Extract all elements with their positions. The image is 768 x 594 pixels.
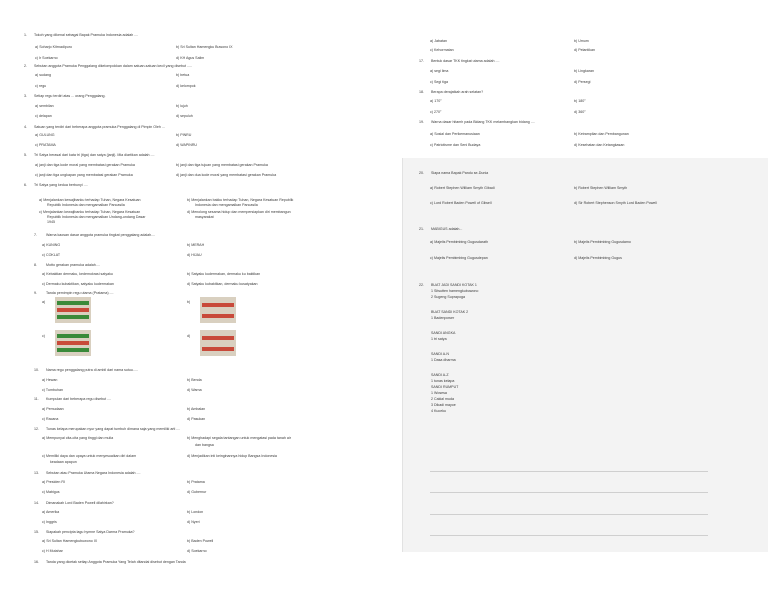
badge-stripe — [202, 303, 234, 307]
question-text: Tanda pemimpin regu utama (Pratama) .... — [46, 291, 114, 295]
option-b: b) Lingkaran — [574, 69, 594, 73]
cipher-line: 2 Sugeng Suprapoga — [431, 295, 465, 299]
option-d: d) Menjadikan inti keinginannya hidup Bangsa Indonesia — [187, 454, 277, 458]
question-number: 5. — [24, 153, 27, 157]
cipher-line: 1 tri satya — [431, 337, 447, 341]
option-c: c) — [42, 334, 45, 338]
option-c-cont: Republik Indonesia dan mengamalkan Undang-undang Dasar — [47, 215, 146, 219]
question-number: 1. — [24, 33, 27, 37]
option-d: d) janji dan dua kode moral yang membatasi gerakan Pramuka — [176, 173, 277, 177]
rank-badge-image — [55, 330, 91, 356]
question-number: 3. — [24, 94, 27, 98]
option-a: a) sembilan — [35, 104, 54, 108]
answer-line — [430, 492, 708, 493]
cipher-line: 1 Sitsutten hamengkubuwono — [431, 289, 479, 293]
option-a: a) Soharjo Kitrnadipuro — [35, 45, 72, 49]
question-text: Motto gerakan pramuka adalah.... — [46, 263, 100, 267]
option-c: c) Tumbuhan — [42, 388, 63, 392]
question-text: Kumpulan dari beberapa regu disebut .... — [46, 397, 112, 401]
option-a: a) GULUNG — [35, 133, 55, 137]
option-d: d) Pelantikan — [574, 48, 595, 52]
option-c: c) Dermaku kubaktikan, satyaku kudermakan — [42, 282, 114, 286]
question-number: 14. — [34, 501, 39, 505]
option-a: a) Sosial dan Perikemanusiaan — [430, 132, 480, 136]
badge-stripe — [57, 308, 89, 312]
question-text: Satuan yang terdiri dari beberapa anggota pramuka Penggalang di Pimpin Oleh ... — [34, 125, 165, 129]
option-c: c) Patriotisme dan Seni Budaya — [430, 143, 481, 147]
question-number: 21. — [419, 227, 424, 231]
option-a: a) Mempunyai cita-cita yang tinggi dan mulia — [42, 436, 114, 440]
option-b-cont: dan bangsa — [195, 443, 214, 447]
option-c: c) Kehormatan — [430, 48, 454, 52]
option-b: b) Pratama — [187, 480, 205, 484]
question-number: 7. — [34, 233, 37, 237]
question-text: Siapakah pencipta lagu hymne Satya Darma Pramuka? — [46, 530, 135, 534]
option-c: c) regu — [35, 84, 47, 88]
option-c: c) Racana — [42, 417, 59, 421]
question-text: Nama regu penggalang putra di ambil dari nama sutuu..... — [46, 368, 138, 372]
option-d: d) WAPINRU — [176, 143, 198, 147]
option-d: d) Persegi — [574, 80, 591, 84]
option-b: b) janji dan tiga tujuan yang membatasi gerakan Pramuka — [176, 163, 268, 167]
option-d: d) Menolong sesama hidup dan mempersiapkan diri membangun — [187, 210, 291, 214]
question-text: Tunas kelapa merupakan nyur yang dapat tumbuh dimana saja yang memiliki arti .... — [46, 427, 181, 431]
cipher-line: 1 tunas kelapa — [431, 379, 455, 383]
option-d: d) HIJAU — [187, 253, 202, 257]
option-a: a) KUNING — [42, 243, 61, 247]
option-d: d) 360° — [574, 110, 586, 114]
option-b: b) betua — [176, 73, 190, 77]
option-d: d) Gubernur — [187, 490, 207, 494]
question-number: 10. — [34, 368, 39, 372]
option-c: c) Lord Robert Baden Powell of Gilwell — [430, 201, 492, 205]
rank-badge-image — [200, 330, 236, 356]
question-text: Siapa nama Bapak Pandu se-Dunia — [431, 171, 489, 175]
rank-badge-image — [55, 297, 91, 323]
option-c: c) H Mutahar — [42, 549, 63, 553]
option-c: c) Menjalankan kewajibanku terhadap Tuhan, Negara Kesatuan — [39, 210, 141, 214]
option-b: b) PINRU — [176, 133, 192, 137]
answer-line — [430, 535, 708, 536]
option-b: b) Sri Sultan Hamengku Buwono IX — [176, 45, 233, 49]
badge-stripe — [57, 341, 89, 345]
question-number: 9. — [34, 291, 37, 295]
option-b: b) Baden Powell — [187, 539, 214, 543]
question-text: Setiap regu terdiri atas ... orang Penggalang. — [34, 94, 106, 98]
question-text: Dimanakah Lord Baden Powell dilahirkan? — [46, 501, 114, 505]
option-c: c) delapan — [35, 114, 52, 118]
option-c: c) PRATAMA — [35, 143, 56, 147]
option-c: c) Majelis Pembimbing Gugusdepan — [430, 256, 488, 260]
question-number: 16. — [34, 560, 39, 564]
option-a-cont: Republik Indonesia dan mengamalkan Pancasila — [47, 203, 125, 207]
option-d-cont: masyarakat — [195, 215, 214, 219]
option-b: b) Menghadapi segala tantangan untuk mengatasi pada tanah air — [187, 436, 291, 440]
option-b: b) lujuh — [176, 104, 188, 108]
option-a: a) Robert Stephen William Smyth Gibadi — [430, 186, 495, 190]
badge-stripe — [57, 348, 89, 352]
badge-stripe — [202, 336, 234, 340]
option-c: c) Memiliki daya dan upaya untuk menyesuaikan diri dalam — [42, 454, 137, 458]
option-a: a) sudang — [35, 73, 51, 77]
option-a: a) Kebaktian dermaku, kedemokrasi satyaku — [42, 272, 113, 276]
option-b: b) London — [187, 510, 204, 514]
option-a: a) — [42, 300, 46, 304]
option-d: d) Satyaku kubaktikan, dermaku kusatyakan — [187, 282, 258, 286]
option-b: b) — [187, 300, 191, 304]
question-number: 13. — [34, 471, 39, 475]
cipher-line: 3 Dikadi mayoe — [431, 403, 456, 407]
option-d: d) sepuluh — [176, 114, 193, 118]
option-c: c) COKLAT — [42, 253, 61, 257]
option-a: a) janji dan tiga kode moral yang membatasi gerakan Pramuka — [35, 163, 135, 167]
option-c: c) Ir Soekarno — [35, 56, 58, 60]
question-number: 20. — [419, 171, 424, 175]
option-c-cont: 1945 — [47, 220, 55, 224]
option-b: b) 180° — [574, 99, 586, 103]
option-d: d) Majelis Pembimbing Gugus — [574, 256, 622, 260]
option-c-cont: keadaan apapun — [50, 460, 77, 464]
question-text: Tokoh yang dikenal sebagai Bapak Pramuka Indonesia adalah .... — [34, 33, 139, 37]
option-d: d) Sir Robert Stephenson Smyth Lord Baden Powell — [574, 201, 657, 205]
option-b: b) Ambalan — [187, 407, 206, 411]
cipher-line: 1 Badenpower — [431, 316, 455, 320]
cipher-line: 1 Dasa dharma — [431, 358, 456, 362]
question-text: Tri Satya berasal dari kata tri (tiga) dan satya (janji). Mia diartikan adalah .... — [34, 153, 155, 157]
answer-line — [430, 514, 708, 515]
question-text: Tri Satya yang kedua berbunyi .... — [34, 183, 88, 187]
option-d: d) — [187, 334, 191, 338]
cipher-heading: SANDI A-N — [431, 352, 449, 356]
cipher-heading: SANDI RUMPUT — [431, 385, 459, 389]
option-c: c) Segi tiga — [430, 80, 448, 84]
option-d: d) KH Agus Salim — [176, 56, 205, 60]
badge-stripe — [202, 314, 234, 318]
question-number: 11. — [34, 397, 39, 401]
question-number: 22. — [419, 283, 424, 287]
option-b: b) Menjalankan bakku terhadap Tuhan, Negara Kesatuan Republik — [187, 198, 294, 202]
question-number: 4. — [24, 125, 27, 129]
option-a: a) segi lima — [430, 69, 449, 73]
question-text: Tanda yang dicetak setiap Anggota Pramuka Yang Telah ditandai disebut dengan Tanda — [46, 560, 186, 564]
option-b: b) Benda — [187, 378, 202, 382]
option-c: c) janji dan tiga ungkapan yang membatasi gerakan Pramuka — [35, 173, 133, 177]
badge-stripe — [57, 315, 89, 319]
option-a: a) Pemudaan — [42, 407, 64, 411]
question-number: 2. — [24, 64, 27, 68]
option-d: d) kelompok — [176, 84, 196, 88]
option-a: a) Menjalankan kewajibanku terhadap Tuhan, Negara Kesatuan — [39, 198, 141, 202]
option-b: b) MERAH — [187, 243, 205, 247]
question-text: Sebutan anggota Pramuka Penggalang dikelompokkan dalam satuan-satuan kecil yang disebut ..... — [34, 64, 193, 68]
question-text: Berapa derajatkah arah selatan? — [431, 90, 484, 94]
option-c: c) Mabigus — [42, 490, 60, 494]
cipher-line: 1 Wosesa — [431, 391, 447, 395]
option-d: d) Pasukan — [187, 417, 206, 421]
question-number: 18. — [419, 90, 424, 94]
option-b: b) Umum — [574, 39, 589, 43]
option-c: c) Inggris — [42, 520, 57, 524]
option-d: d) Nyeri — [187, 520, 200, 524]
cipher-line: 4 Kuceku — [431, 409, 446, 413]
option-b: b) Robert Stephen William Smyth — [574, 186, 628, 190]
option-a: a) Sri Sultan Hamengkubuwono IX — [42, 539, 98, 543]
cipher-heading: BUAT SANDI KOTAK 2 — [431, 310, 469, 314]
answer-line — [430, 471, 708, 472]
option-a: a) Majelis Pembimbing Gugusdarath — [430, 240, 489, 244]
option-b-cont: Indonesia dan mengamalkan Pancasila — [195, 203, 258, 207]
question-text: BUAT JADI SANDI KOTAK 1 — [431, 283, 477, 287]
option-d: d) Soekarno — [187, 549, 207, 553]
cipher-heading: SANDI ANGKA — [431, 331, 456, 335]
option-b: b) Satyaku kudermakan, dermaku ku baktikan — [187, 272, 261, 276]
option-c: c) 270° — [430, 110, 442, 114]
option-a: a) Amerika — [42, 510, 60, 514]
option-a: a) Jabatan — [430, 39, 447, 43]
option-b: b) Majelis Pembimbing Gugusdamo — [574, 240, 631, 244]
badge-stripe — [57, 301, 89, 305]
question-number: 19. — [419, 120, 424, 124]
question-text: Bentuk dasar TKK tingkat utama adalah .... — [431, 59, 500, 63]
question-text: MABIGUS adalah... — [431, 227, 463, 231]
option-d: d) Kesehatan dan Ketangkasan — [574, 143, 625, 147]
option-a: a) Hewan — [42, 378, 58, 382]
cipher-line: 2 Cakial muda — [431, 397, 454, 401]
option-a: a) Presiden RI — [42, 480, 65, 484]
option-b: b) Ketrampilan dan Pembangunan — [574, 132, 629, 136]
question-number: 15. — [34, 530, 39, 534]
option-a: a) 170° — [430, 99, 442, 103]
question-text: Warna dasar hitamh pada Bidang TKK melambangkan bidang .... — [431, 120, 535, 124]
question-text: Sebutan atau Pramuka Utama Negara Indonesia adalah .... — [46, 471, 141, 475]
question-text: Warna kaosan dasar anggota pramuka tingkat penggalang adalah.... — [46, 233, 156, 237]
question-number: 8. — [34, 263, 37, 267]
question-number: 12. — [34, 427, 39, 431]
rank-badge-image — [200, 297, 236, 323]
cipher-heading: SANDI A-Z — [431, 373, 449, 377]
badge-stripe — [57, 334, 89, 338]
badge-stripe — [202, 347, 234, 351]
question-number: 6. — [24, 183, 27, 187]
option-d: d) Warna — [187, 388, 202, 392]
question-number: 17. — [419, 59, 424, 63]
